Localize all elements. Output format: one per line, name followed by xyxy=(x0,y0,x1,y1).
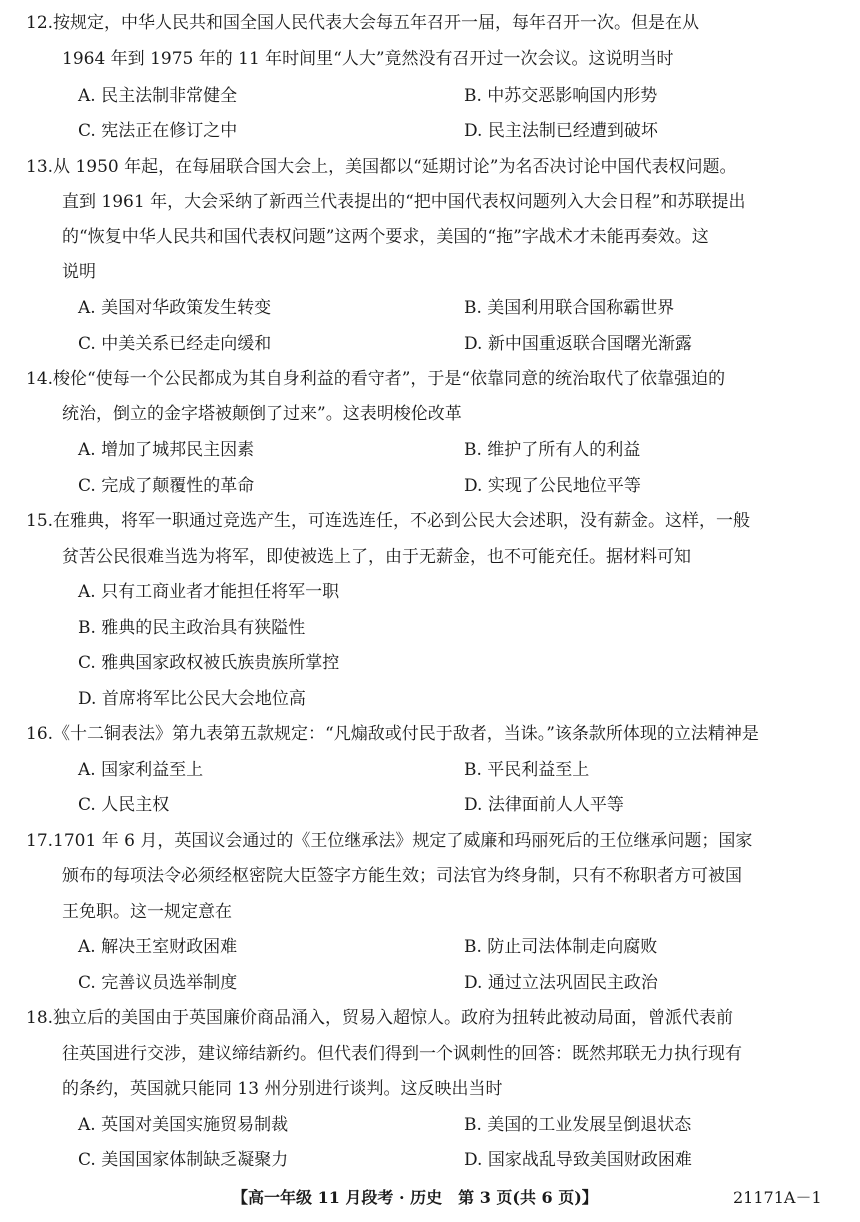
q17-line-1: 17.1701 年 6 月，英国议会通过的《王位继承法》规定了威廉和玛丽死后的王位继承问题；国家 xyxy=(26,831,753,851)
q17-line-2: 颁布的每项法令必须经枢密院大臣签字方能生效；司法官为终身制，只有不称职者方可被国 xyxy=(62,866,742,886)
q13-line-3: 的“恢复中华人民共和国代表权问题”这两个要求，美国的“拖”字战术才未能再奏效。这 xyxy=(62,227,709,247)
q18-option-a: A. 英国对美国实施贸易制裁 xyxy=(78,1115,289,1135)
q13-line-1: 13.从 1950 年起，在每届联合国大会上，美国都以“延期讨论”为名否决讨论中国代表权问题。 xyxy=(26,157,737,177)
q16-option-c: C. 人民主权 xyxy=(78,795,170,815)
q13-option-c: C. 中美关系已经走向缓和 xyxy=(78,334,272,354)
q18-line-3: 的条约，英国就只能同 13 州分别进行谈判。这反映出当时 xyxy=(62,1079,503,1099)
q17-line-3: 王免职。这一规定意在 xyxy=(62,902,232,922)
q17-option-c: C. 完善议员选举制度 xyxy=(78,973,238,993)
q14-line-1: 14.梭伦“使每一个公民都成为其自身利益的看守者”，于是“依靠同意的统治取代了依靠强迫的 xyxy=(26,369,726,389)
q15-line-1: 15.在雅典，将军一职通过竞选产生，可连选连任，不必到公民大会述职，没有薪金。这样，一般 xyxy=(26,511,751,531)
q14-option-d: D. 实现了公民地位平等 xyxy=(464,476,641,496)
q14-option-a: A. 增加了城邦民主因素 xyxy=(78,440,255,460)
q17-option-b: B. 防止司法体制走向腐败 xyxy=(464,937,658,957)
q12-option-c: C. 宪法正在修订之中 xyxy=(78,121,238,141)
q13-line-2: 直到 1961 年，大会采纳了新西兰代表提出的“把中国代表权问题列入大会日程”和苏联提出 xyxy=(62,192,746,212)
q17-option-a: A. 解决王室财政困难 xyxy=(78,937,238,957)
q12-line-1: 12.按规定，中华人民共和国全国人民代表大会每五年召开一届，每年召开一次。但是在从 xyxy=(26,13,700,33)
q12-option-a: A. 民主法制非常健全 xyxy=(78,86,238,106)
q15-option-c: C. 雅典国家政权被氏族贵族所掌控 xyxy=(78,653,340,673)
q18-line-2: 往英国进行交涉，建议缔结新约。但代表们得到一个讽刺性的回答：既然邦联无力执行现有 xyxy=(62,1044,742,1064)
q16-option-a: A. 国家利益至上 xyxy=(78,760,204,780)
q18-option-b: B. 美国的工业发展呈倒退状态 xyxy=(464,1115,692,1135)
q12-option-d: D. 民主法制已经遭到破坏 xyxy=(464,121,658,141)
q14-option-b: B. 维护了所有人的利益 xyxy=(464,440,641,460)
q15-option-d: D. 首席将军比公民大会地位高 xyxy=(78,689,306,709)
q13-line-4: 说明 xyxy=(62,262,96,282)
q18-line-1: 18.独立后的美国由于英国廉价商品涌入，贸易入超惊人。政府为扭转此被动局面，曾派代表前 xyxy=(26,1008,734,1028)
q12-option-b: B. 中苏交恶影响国内形势 xyxy=(464,86,658,106)
q15-option-a: A. 只有工商业者才能担任将军一职 xyxy=(78,582,340,602)
q13-option-a: A. 美国对华政策发生转变 xyxy=(78,298,272,318)
q16-line-1: 16.《十二铜表法》第九表第五款规定：“凡煽敌或付民于敌者，当诛。”该条款所体现的立法精神是 xyxy=(26,724,759,744)
q14-option-c: C. 完成了颠覆性的革命 xyxy=(78,476,255,496)
q15-line-2: 贫苦公民很难当选为将军，即使被选上了，由于无薪金，也不可能充任。据材料可知 xyxy=(62,547,691,567)
q18-option-d: D. 国家战乱导致美国财政困难 xyxy=(464,1150,692,1170)
q18-option-c: C. 美国国家体制缺乏凝聚力 xyxy=(78,1150,289,1170)
page-footer-title: 【高一年级 11 月段考 · 历史 第 3 页(共 6 页)】 xyxy=(232,1188,598,1207)
q17-option-d: D. 通过立法巩固民主政治 xyxy=(464,973,658,993)
q16-option-d: D. 法律面前人人平等 xyxy=(464,795,624,815)
q14-line-2: 统治，倒立的金字塔被颠倒了过来”。这表明梭伦改革 xyxy=(62,404,462,424)
q12-line-2: 1964 年到 1975 年的 11 年时间里“人大”竟然没有召开过一次会议。这说明当时 xyxy=(62,49,674,69)
q16-option-b: B. 平民利益至上 xyxy=(464,760,590,780)
q13-option-d: D. 新中国重返联合国曙光渐露 xyxy=(464,334,692,354)
q15-option-b: B. 雅典的民主政治具有狭隘性 xyxy=(78,618,306,638)
page-footer-code: 21171A－1 xyxy=(733,1188,822,1207)
q13-option-b: B. 美国利用联合国称霸世界 xyxy=(464,298,675,318)
